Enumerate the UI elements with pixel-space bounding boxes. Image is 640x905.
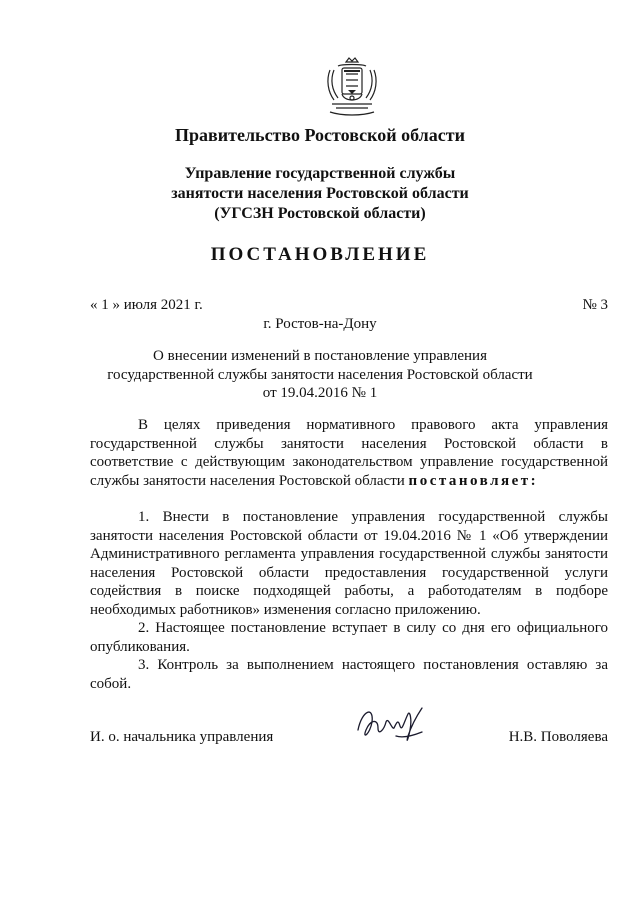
signature-image bbox=[352, 700, 432, 752]
department-name bbox=[0, 164, 640, 224]
document-body bbox=[90, 416, 608, 693]
document-date: « 1 » июля 2021 г. bbox=[90, 297, 203, 313]
document-subject bbox=[0, 347, 640, 403]
item-paragraph: 3. Контроль за выполнением настоящего постановления оставляю за собой. bbox=[90, 657, 608, 692]
department-line: Управление государственной службы bbox=[184, 165, 456, 182]
preamble-paragraph bbox=[90, 416, 608, 490]
item-paragraph: 1. Внести в постановление управления государственной службы занятости населения Ростовской области от 19.04.2016 № 1 «Об утверждении Административного регламента управления государственной службы занятости населения Ростовской области предоставления государственной услуги содействия в поиске подходящей работы, а работодателям в подборе необходимых работников» изменения согласно приложению. bbox=[90, 509, 608, 618]
document-type: ПОСТАНОВЛЕНИЕ bbox=[210, 244, 430, 265]
coat-of-arms-icon bbox=[324, 56, 380, 120]
subject-line: от 19.04.2016 № 1 bbox=[262, 385, 378, 401]
subject-line: О внесении изменений в постановление управления bbox=[153, 348, 487, 364]
document-number: № 3 bbox=[582, 297, 608, 313]
decree-word: постановляет: bbox=[408, 472, 539, 489]
document-city: г. Ростов-на-Дону bbox=[263, 316, 377, 332]
government-title: Правительство Ростовской области bbox=[175, 125, 465, 145]
item-paragraph: 2. Настоящее постановление вступает в силу со дня его официального опубликования. bbox=[90, 620, 608, 655]
subject-line: государственной службы занятости населения Ростовской области bbox=[107, 366, 533, 383]
preamble-text: В целях приведения нормативного правового акта управления государственной службы занятости населения Ростовской области в соответствие с действующим законодательством управление государственной службы занятости населения Ростовской области bbox=[90, 417, 608, 489]
signatory-name: Н.В. Поволяева bbox=[508, 729, 608, 745]
signatory-position: И. о. начальника управления bbox=[90, 729, 274, 745]
department-line: занятости населения Ростовской области bbox=[171, 185, 469, 202]
department-line: (УГСЗН Ростовской области) bbox=[214, 205, 426, 222]
